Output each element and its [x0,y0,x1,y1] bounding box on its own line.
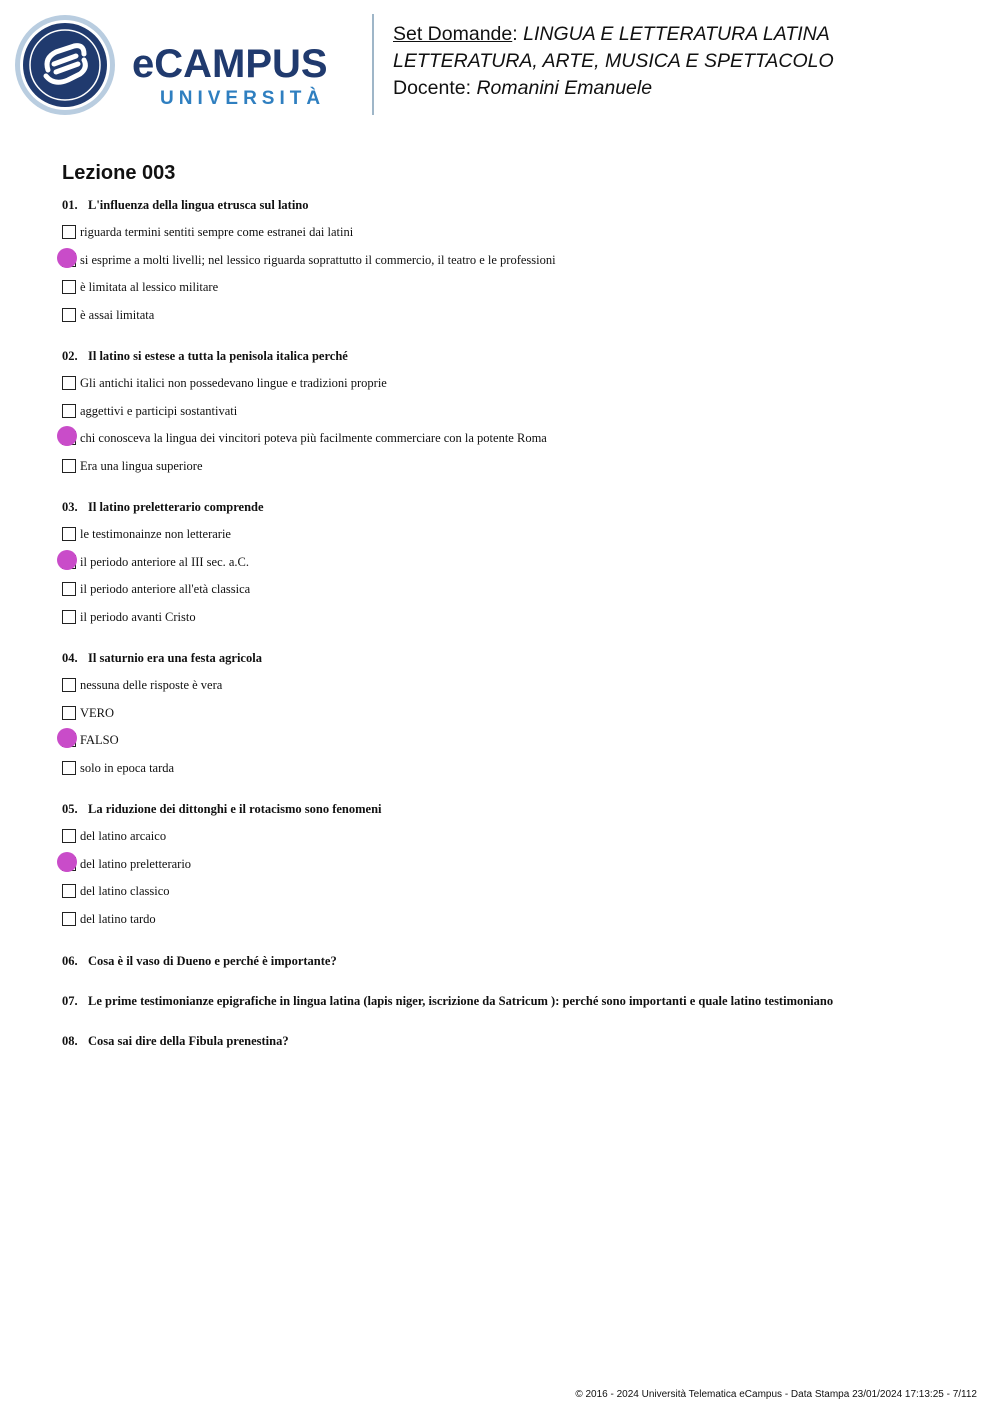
selected-answer-dot-icon [57,426,77,446]
logo-sub-text: UNIVERSITÀ [160,88,326,109]
teacher-label: Docente: [393,77,477,99]
header-divider [372,14,374,115]
checkbox-icon[interactable] [62,761,76,775]
set-separator: : [512,23,524,45]
answer-option[interactable] [62,856,191,872]
answer-option[interactable] [62,828,166,844]
course-line-1: LINGUA E LETTERATURA LATINA [523,23,830,45]
question-text: Il saturnio era una festa agricola [88,651,262,665]
ecampus-wordmark [132,42,357,114]
answer-option-text: il periodo anteriore al III sec. a.C. [80,555,250,569]
checkbox-icon[interactable] [62,610,76,624]
answer-option[interactable] [62,458,203,474]
answer-option-text: del latino tardo [80,912,156,926]
checkbox-icon[interactable] [62,912,76,926]
question-title [62,994,833,1009]
selected-answer-dot-icon [57,550,77,570]
question-text: Cosa sai dire della Fibula prenestina? [88,1034,289,1048]
set-label: Set Domande [393,23,513,45]
question-text: L'influenza della lingua etrusca sul latino [88,198,309,212]
page-footer: © 2016 - 2024 Università Telematica eCampus - Data Stampa 23/01/2024 17:13:25 - 7/112 [575,1389,977,1400]
checkbox-icon[interactable] [62,733,76,747]
answer-option-text: nessuna delle risposte è vera [80,678,223,692]
answer-option-text: solo in epoca tarda [80,761,175,775]
checkbox-icon[interactable] [62,527,76,541]
question-title [62,954,337,969]
answer-option[interactable] [62,911,156,927]
answer-option[interactable] [62,554,249,570]
checkbox-icon[interactable] [62,884,76,898]
ecampus-seal-logo [14,14,116,116]
answer-option[interactable] [62,705,114,721]
selected-answer-dot-icon [57,852,77,872]
answer-option[interactable] [62,307,154,323]
answer-option[interactable] [62,609,196,625]
checkbox-icon[interactable] [62,308,76,322]
answer-option[interactable] [62,526,231,542]
question-number: 08. [62,1034,78,1048]
answer-option-text: del latino preletterario [80,857,192,871]
question-title [62,651,262,666]
answer-option-text: aggettivi e participi sostantivati [80,404,238,418]
checkbox-icon[interactable] [62,225,76,239]
checkbox-icon[interactable] [62,706,76,720]
answer-option-text: VERO [80,706,115,720]
checkbox-icon[interactable] [62,404,76,418]
checkbox-icon[interactable] [62,857,76,871]
answer-option[interactable] [62,883,170,899]
answer-option[interactable] [62,732,119,748]
logo-brand-text: eCAMPUS [132,42,328,86]
question-text: La riduzione dei dittonghi e il rotacismo sono fenomeni [88,802,382,816]
answer-option-text: si esprime a molti livelli; nel lessico riguarda soprattutto il commercio, il teatro e le professioni [80,253,556,267]
answer-option[interactable] [62,375,387,391]
question-number: 05. [62,802,78,816]
question-text: Il latino si estese a tutta la penisola italica perché [88,349,348,363]
answer-option[interactable] [62,279,218,295]
answer-option[interactable] [62,760,174,776]
answer-option[interactable] [62,252,556,268]
question-title [62,198,309,213]
teacher-line [393,75,834,102]
question-title [62,1034,289,1049]
checkbox-icon[interactable] [62,829,76,843]
header-info [393,21,834,102]
question-number: 06. [62,954,78,968]
question-title [62,500,264,515]
answer-option-text: riguarda termini sentiti sempre come estranei dai latini [80,225,354,239]
answer-option[interactable] [62,677,222,693]
checkbox-icon[interactable] [62,582,76,596]
answer-option-text: Gli antichi italici non possedevano lingue e tradizioni proprie [80,376,387,390]
question-text: Il latino preletterario comprende [88,500,264,514]
answer-option[interactable] [62,224,353,240]
answer-option-text: il periodo avanti Cristo [80,610,196,624]
checkbox-icon[interactable] [62,678,76,692]
checkbox-icon[interactable] [62,431,76,445]
question-number: 03. [62,500,78,514]
answer-option-text: del latino arcaico [80,829,167,843]
selected-answer-dot-icon [57,728,77,748]
answer-option[interactable] [62,403,237,419]
page-header [0,0,1000,130]
answer-option-text: Era una lingua superiore [80,459,203,473]
question-title [62,349,348,364]
selected-answer-dot-icon [57,248,77,268]
answer-option-text: chi conosceva la lingua dei vincitori poteva più facilmente commerciare con la potente Roma [80,431,547,445]
question-number: 01. [62,198,78,212]
question-number: 04. [62,651,78,665]
checkbox-icon[interactable] [62,555,76,569]
answer-option-text: il periodo anteriore all'età classica [80,582,251,596]
checkbox-icon[interactable] [62,253,76,267]
answer-option[interactable] [62,581,250,597]
question-title [62,802,382,817]
course-line-2: LETTERATURA, ARTE, MUSICA E SPETTACOLO [393,50,834,72]
answer-option-text: le testimonainze non letterarie [80,527,231,541]
set-line [393,21,834,48]
answer-option-text: FALSO [80,733,119,747]
question-number: 02. [62,349,78,363]
question-text: Le prime testimonianze epigrafiche in lingua latina (lapis niger, iscrizione da Satricum ): perché sono importanti e quale latino testimoniano [88,994,834,1008]
teacher-name: Romanini Emanuele [476,77,653,99]
question-number: 07. [62,994,78,1008]
checkbox-icon[interactable] [62,376,76,390]
answer-option-text: è limitata al lessico militare [80,280,219,294]
answer-option-text: è assai limitata [80,308,155,322]
lesson-title: Lezione 003 [62,162,176,184]
answer-option[interactable] [62,430,547,446]
checkbox-icon[interactable] [62,280,76,294]
answer-option-text: del latino classico [80,884,170,898]
question-text: Cosa è il vaso di Dueno e perché è importante? [88,954,337,968]
checkbox-icon[interactable] [62,459,76,473]
